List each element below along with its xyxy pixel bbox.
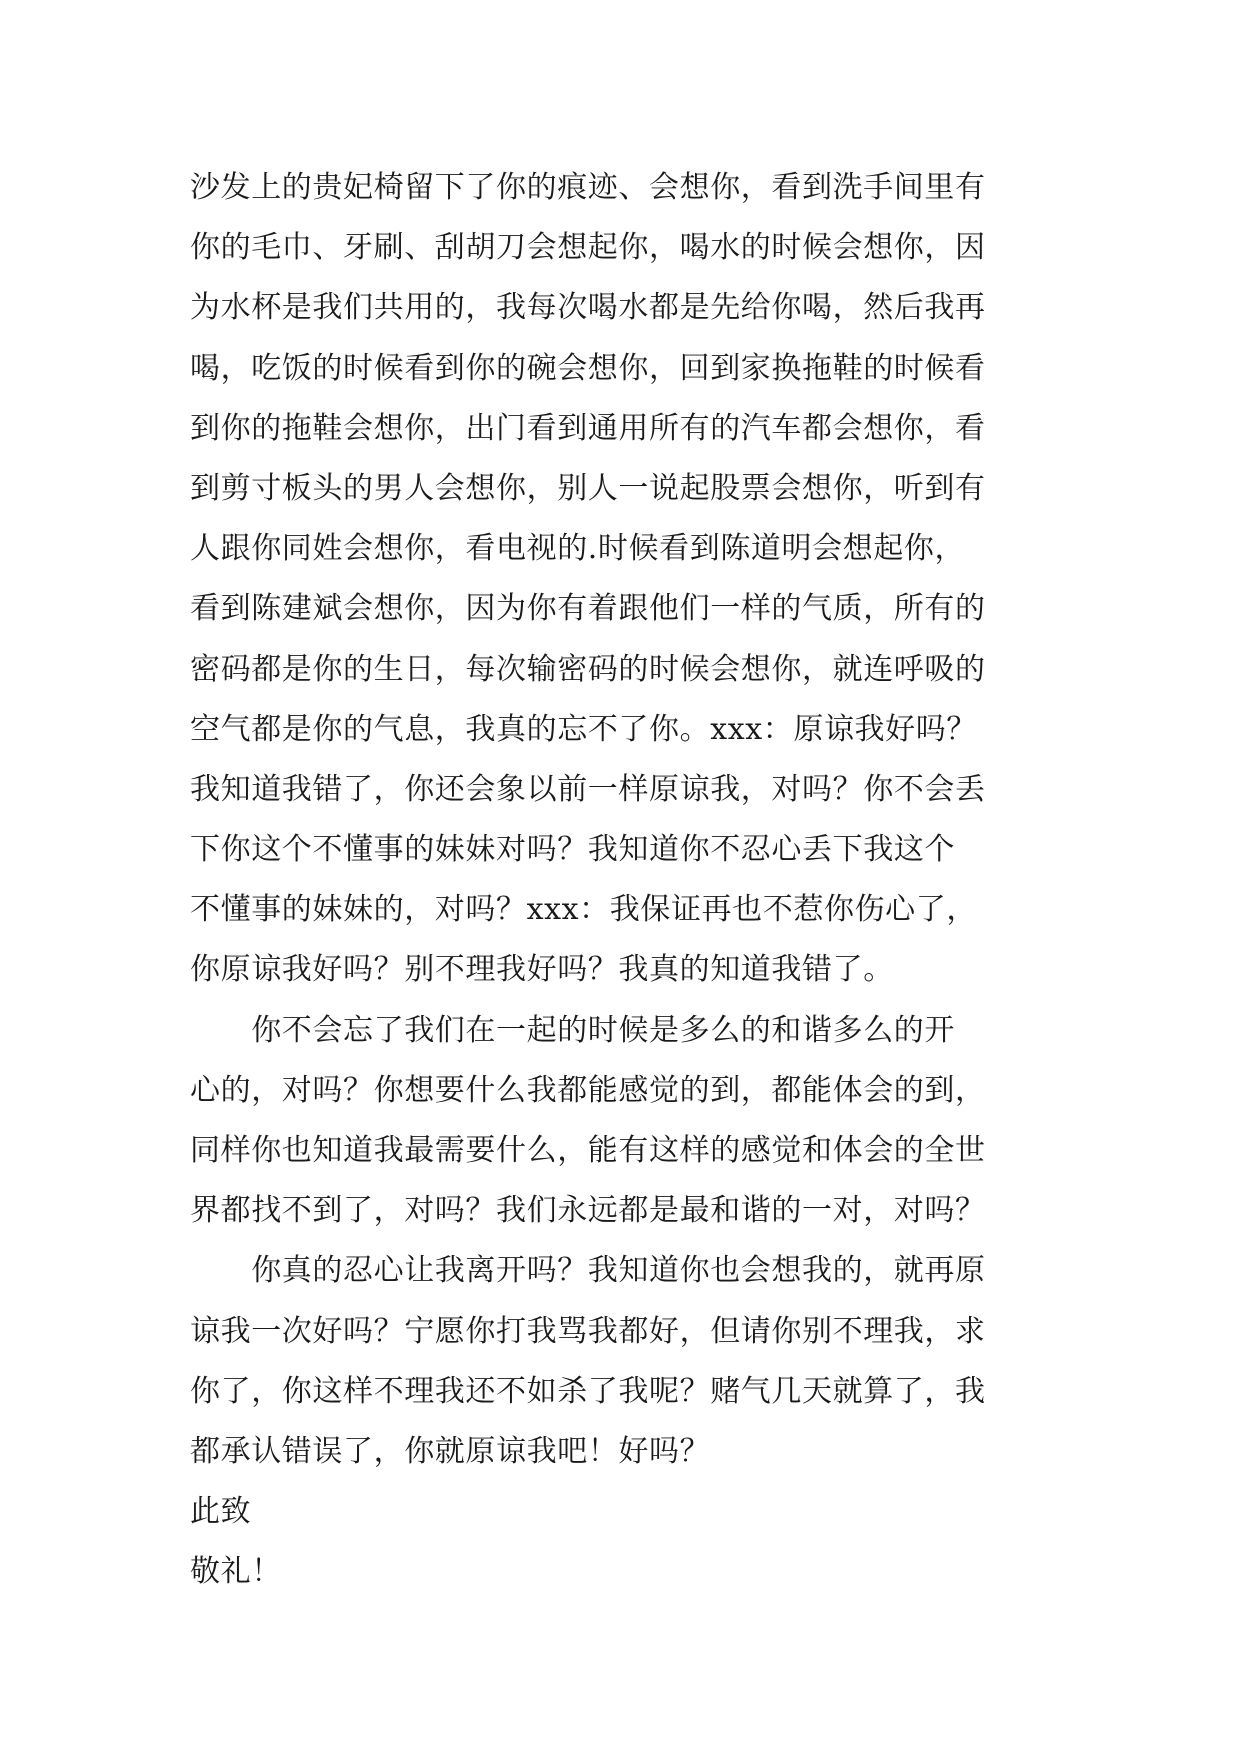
text-line: 沙发上的贵妃椅留下了你的痕迹、会想你，看到洗手间里有 bbox=[190, 170, 986, 205]
closing-line: 此致 bbox=[190, 1494, 252, 1530]
text-line: 界都找不到了，对吗？我们永远都是最和谐的一对，对吗？ bbox=[190, 1193, 986, 1229]
text-line: 你原谅我好吗？别不理我好吗？我真的知道我错了。 bbox=[190, 952, 894, 988]
text-line: 到剪寸板头的男人会想你，别人一说起股票会想你，听到有 bbox=[190, 470, 986, 506]
text-line: 喝，吃饭的时候看到你的碗会想你，回到家换拖鞋的时候看 bbox=[190, 350, 986, 386]
text-line: 到你的拖鞋会想你，出门看到通用所有的汽车都会想你，看 bbox=[190, 410, 986, 446]
paragraph-start-line: 你不会忘了我们在一起的时候是多么的和谐多么的开 bbox=[190, 1012, 955, 1048]
paragraph-start-line: 你真的忍心让我离开吗？我知道你也会想我的，就再原 bbox=[190, 1253, 986, 1289]
text-line: 谅我一次好吗？宁愿你打我骂我都好，但请你别不理我，求 bbox=[190, 1313, 986, 1349]
salutation-line: 敬礼！ bbox=[190, 1554, 282, 1590]
text-line: 看到陈建斌会想你，因为你有着跟他们一样的气质，所有的 bbox=[190, 591, 986, 627]
text-line: 你了，你这样不理我还不如杀了我呢？赌气几天就算了，我 bbox=[190, 1373, 986, 1409]
text-line: 空气都是你的气息，我真的忘不了你。xxx：原谅我好吗？ bbox=[190, 711, 977, 747]
text-line: 心的，对吗？你想要什么我都能感觉的到，都能体会的到， bbox=[190, 1072, 986, 1108]
text-line: 下你这个不懂事的妹妹对吗？我知道你不忍心丢下我这个 bbox=[190, 832, 955, 868]
text-line: 都承认错误了，你就原谅我吧！好吗？ bbox=[190, 1433, 711, 1469]
text-line: 你的毛巾、牙刷、刮胡刀会想起你，喝水的时候会想你，因 bbox=[190, 230, 986, 266]
text-line: 密码都是你的生日，每次输密码的时候会想你，就连呼吸的 bbox=[190, 651, 986, 687]
text-line: 我知道我错了，你还会象以前一样原谅我，对吗？你不会丢 bbox=[190, 771, 986, 807]
text-line: 人跟你同姓会想你，看电视的.时候看到陈道明会想起你， bbox=[190, 531, 966, 567]
text-line: 为水杯是我们共用的，我每次喝水都是先给你喝，然后我再 bbox=[190, 290, 986, 326]
text-line: 同样你也知道我最需要什么，能有这样的感觉和体会的全世 bbox=[190, 1133, 986, 1168]
text-line: 不懂事的妹妹的，对吗？xxx：我保证再也不惹你伤心了， bbox=[190, 892, 977, 928]
letter-body bbox=[190, 158, 1070, 1603]
